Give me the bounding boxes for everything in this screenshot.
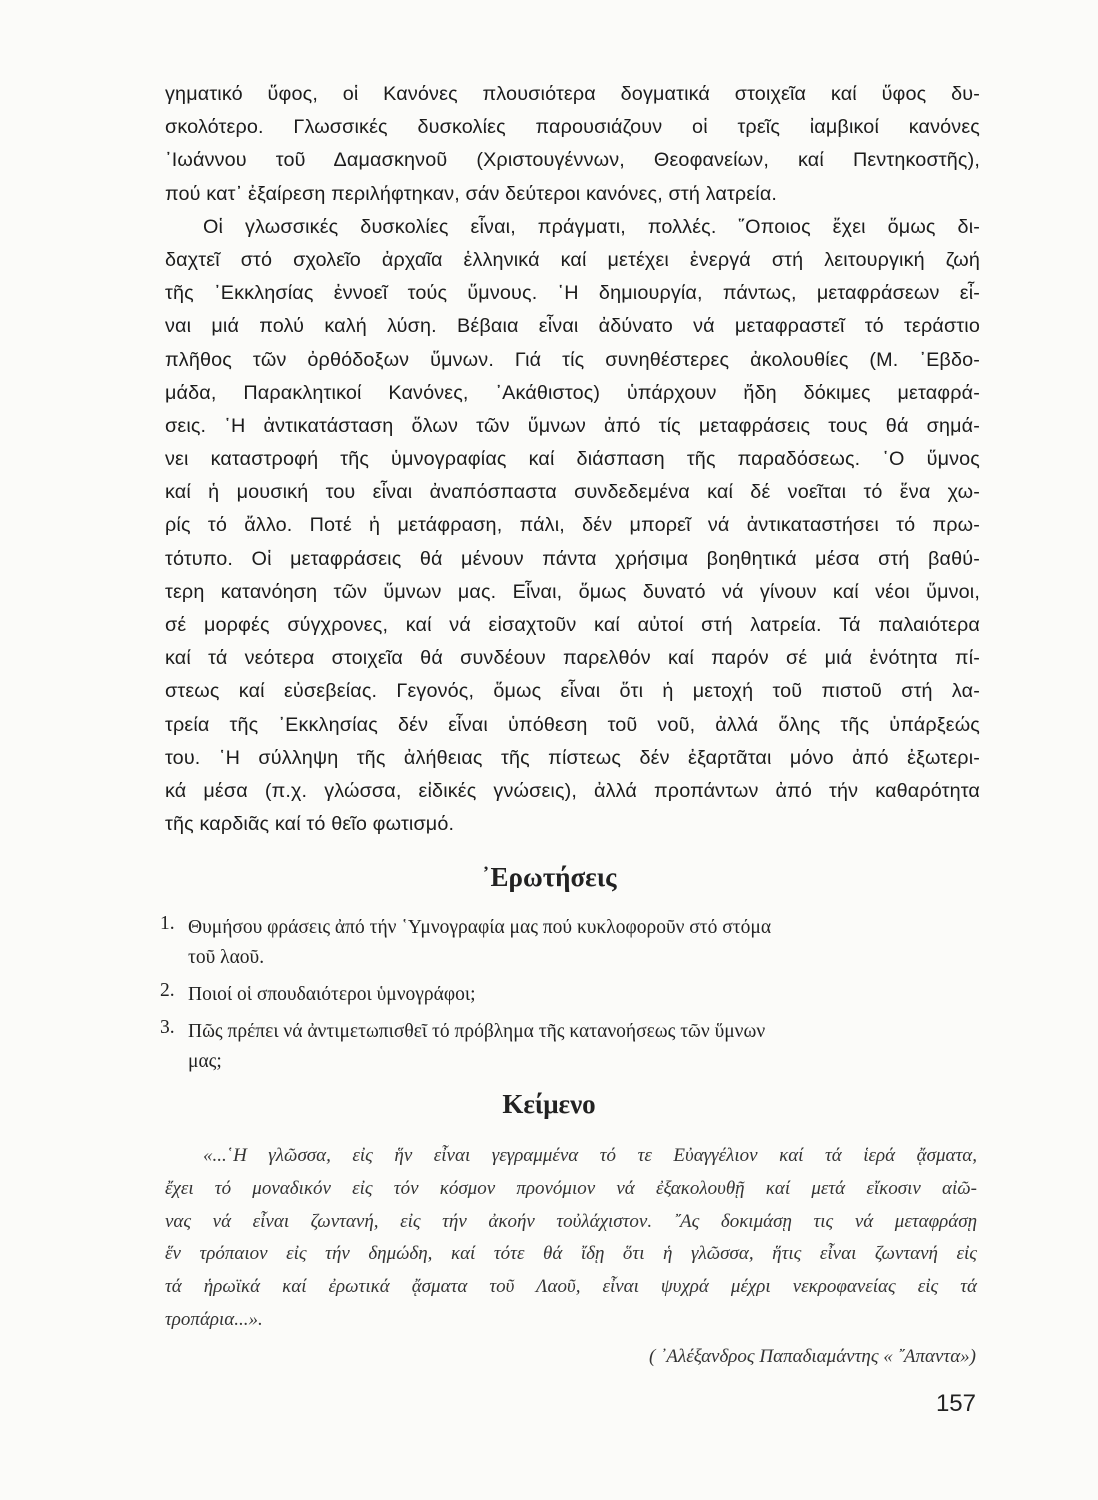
body-line: μάδα, Παρακλητικοί Κανόνες, ᾿Ακάθιστος) ὑπάρχουν ἤδη δόκιμες μεταφρά- bbox=[165, 381, 980, 404]
question-text: Πῶς πρέπει νά ἀντιμετωπισθεῖ τό πρόβλημα τῆς κατανοήσεως τῶν ὕμνων bbox=[188, 1021, 766, 1042]
body-line: σέ μορφές σύγχρονες, καί νά εἰσαχτοῦν καί αὐτοί στή λατρεία. Τά παλαιότερα bbox=[165, 614, 980, 636]
body-line: ᾿Ιωάννου τοῦ Δαμασκηνοῦ (Χριστουγέννων, Θεοφανείων, καί Πεντηκοστῆς), bbox=[165, 149, 980, 172]
quote-line: ἕν τρόπαιον εἰς τήν δημώδη, καί τότε θά ἴδῃ ὅτι ἡ γλῶσσα, ἥτις εἶναι ζωντανή εἰς bbox=[165, 1243, 977, 1265]
body-line: τῆς καρδιᾶς καί τό θεῖο φωτισμό. bbox=[165, 813, 455, 836]
body-line: τερη κατανόηση τῶν ὕμνων μας. Εἶναι, ὅμως δυνατό νά γίνουν καί νέοι ὕμνοι, bbox=[165, 580, 980, 603]
quoted-text bbox=[165, 1140, 977, 1337]
quote-source: ( ᾿Αλέξανδρος Παπαδιαμάντης « ῎Απαντα») bbox=[649, 1346, 976, 1367]
body-line: πού κατ᾿ ἐξαίρεση περιλήφτηκαν, σάν δεύτεροι κανόνες, στή λατρεία. bbox=[165, 182, 778, 205]
body-line: σεις. ῾Η ἀντικατάσταση ὅλων τῶν ὕμνων ἀπό τίς μεταφράσεις τους θά σημά- bbox=[165, 414, 980, 437]
body-line: ναι μιά πολύ καλή λύση. Βέβαια εἶναι ἀδύνατο νά μεταφραστεῖ τό τεράστιο bbox=[165, 315, 980, 338]
body-line: καί τά νεότερα στοιχεῖα θά συνδέουν παρελθόν καί παρόν σέ μιά ἑνότητα πί- bbox=[165, 647, 980, 670]
body-line: γηματικό ὕφος, οἱ Κανόνες πλουσιότερα δογματικά στοιχεῖα καί ὕφος δυ- bbox=[165, 83, 980, 105]
question-item bbox=[160, 980, 980, 1010]
body-line: νει καταστροφή τῆς ὑμνογραφίας καί διάσπαση τῆς παραδόσεως. ῾Ο ὕμνος bbox=[165, 448, 980, 471]
body-line: τῆς ᾿Εκκλησίας ἐννοεῖ τούς ὕμνους. ῾Η δημιουργία, πάντως, μεταφράσεων εἶ- bbox=[165, 282, 980, 305]
question-item bbox=[160, 913, 980, 973]
quote-line: νας νά εἶναι ζωντανή, εἰς τήν ἀκοήν τοὐλάχιστον. ῎Ας δοκιμάσῃ τις νά μεταφράσῃ bbox=[165, 1210, 977, 1232]
body-line: του. ῾Η σύλληψη τῆς ἀλήθειας τῆς πίστεως δέν ἐξαρτᾶται μόνο ἀπό ἐξωτερι- bbox=[165, 746, 980, 769]
page-number: 157 bbox=[935, 1390, 976, 1417]
body-line: κά μέσα (π.χ. γλώσσα, εἰδικές γνώσεις), ἀλλά προπάντων ἀπό τήν καθαρότητα bbox=[165, 779, 980, 802]
question-text: τοῦ λαοῦ. bbox=[188, 947, 265, 968]
question-number: 1. bbox=[160, 913, 175, 934]
quote-line: ἔχει τό μοναδικόν εἰς τόν κόσμον προνόμιον νά ἐξακολουθῇ καί μετά εἴκοσιν αἰῶ- bbox=[165, 1177, 977, 1199]
quote-line: τροπάρια...». bbox=[165, 1308, 263, 1330]
body-line: τότυπο. Οἱ μεταφράσεις θά μένουν πάντα χρήσιμα βοηθητικά μέσα στή βαθύ- bbox=[165, 547, 980, 570]
body-line: πλῆθος τῶν ὀρθόδοξων ὕμνων. Γιά τίς συνηθέστερες ἀκολουθίες (Μ. ᾿Εβδο- bbox=[165, 348, 980, 371]
body-line: Οἱ γλωσσικές δυσκολίες εἶναι, πράγματι, πολλές. ῞Οποιος ἔχει ὅμως δι- bbox=[203, 215, 980, 238]
body-line: δαχτεῖ στό σχολεῖο ἀρχαῖα ἑλληνικά καί μετέχει ἐνεργά στή λειτουργική ζωή bbox=[165, 248, 980, 271]
quote-line: τά ἡρωϊκά καί ἐρωτικά ᾄσματα τοῦ Λαοῦ, εἶναι ψυχρά μέχρι νεκροφανείας εἰς τά bbox=[165, 1276, 977, 1298]
body-text bbox=[165, 78, 980, 841]
body-line: καί ἡ μουσική του εἶναι ἀναπόσπαστα συνδεδεμένα καί δέ νοεῖται τό ἕνα χω- bbox=[165, 481, 980, 504]
questions-heading: ᾿Ερωτήσεις bbox=[481, 862, 617, 892]
body-line: ρίς τό ἄλλο. Ποτέ ἡ μετάφραση, πάλι, δέν μπορεῖ νά ἀντικαταστήσει τό πρω- bbox=[165, 514, 980, 537]
body-line: τρεία τῆς ᾿Εκκλησίας δέν εἶναι ὑπόθεση τοῦ νοῦ, ἀλλά ὅλης τῆς ὑπάρξεώς bbox=[165, 713, 980, 736]
question-text: μας; bbox=[188, 1051, 222, 1072]
question-number: 3. bbox=[160, 1017, 175, 1038]
question-number: 2. bbox=[160, 980, 175, 1001]
question-text: Ποιοί οἱ σπουδαιότεροι ὑμνογράφοι; bbox=[188, 984, 476, 1005]
body-line: σκολότερο. Γλωσσικές δυσκολίες παρουσιάζουν οἱ τρεῖς ἰαμβικοί κανόνες bbox=[165, 116, 980, 139]
body-line: στεως καί εὐσεβείας. Γεγονός, ὅμως εἶναι ὅτι ἡ μετοχή τοῦ πιστοῦ στή λα- bbox=[165, 680, 980, 703]
text-heading: Κείμενο bbox=[502, 1089, 596, 1119]
question-text: Θυμήσου φράσεις ἀπό τήν ῾Υμνογραφία μας πού κυκλοφοροῦν στό στόμα bbox=[188, 917, 772, 938]
questions-list bbox=[160, 913, 980, 1077]
quote-line: «...῾Η γλῶσσα, εἰς ἥν εἶναι γεγραμμένα τό τε Εὐαγγέλιον καί τά ἱερά ᾄσματα, bbox=[203, 1145, 977, 1166]
question-item bbox=[160, 1017, 980, 1077]
